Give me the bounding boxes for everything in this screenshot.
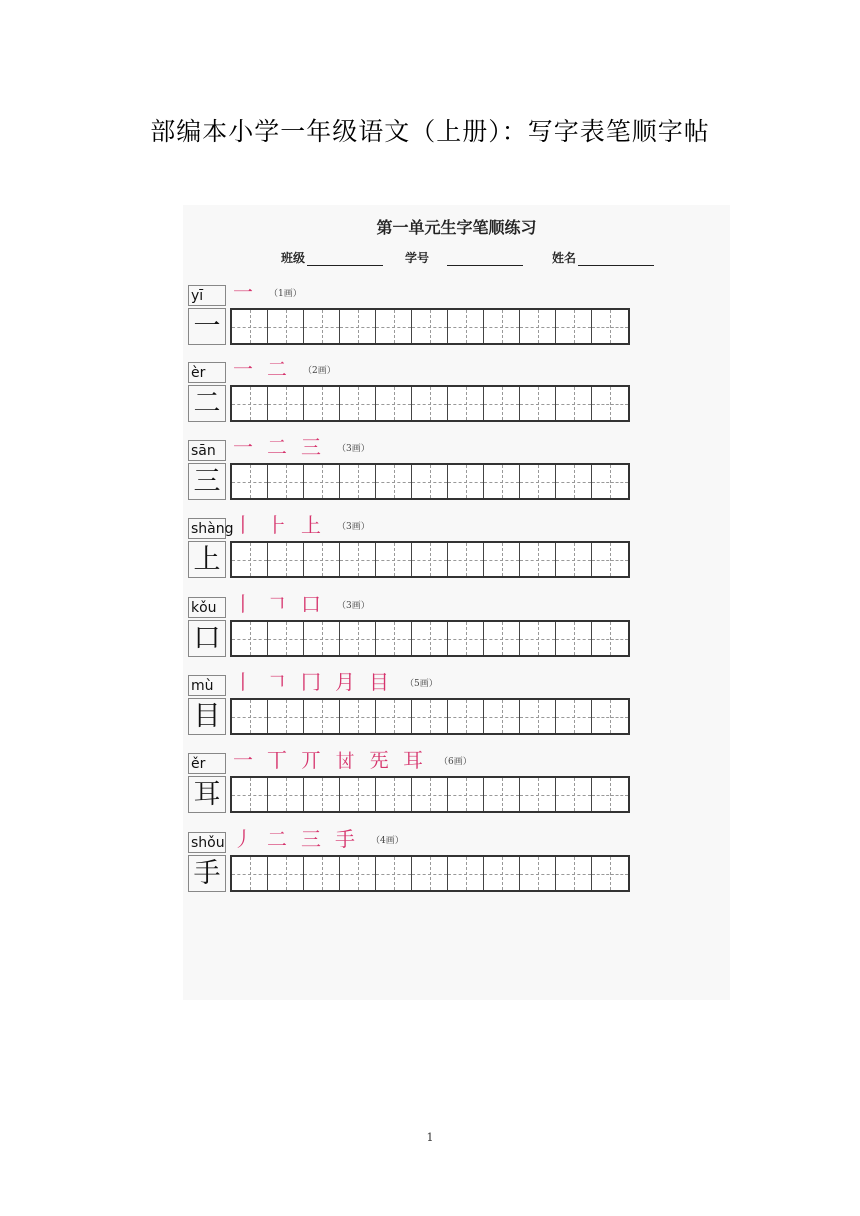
writing-cell[interactable] bbox=[484, 465, 520, 498]
stroke-step: 𠃍 bbox=[267, 670, 287, 694]
stroke-step: 二 bbox=[267, 357, 287, 381]
writing-cell[interactable] bbox=[484, 778, 520, 811]
writing-cell[interactable] bbox=[448, 857, 484, 890]
pinyin-box: kǒu bbox=[188, 597, 226, 618]
writing-cell[interactable] bbox=[268, 465, 304, 498]
writing-grid bbox=[230, 698, 630, 735]
writing-cell[interactable] bbox=[556, 310, 592, 343]
stroke-count: （3画） bbox=[337, 444, 370, 454]
character-box: 二 bbox=[188, 385, 226, 422]
stroke-order bbox=[233, 356, 336, 382]
writing-cell[interactable] bbox=[268, 310, 304, 343]
character-box: 上 bbox=[188, 541, 226, 578]
character-box: 目 bbox=[188, 698, 226, 735]
writing-cell[interactable] bbox=[412, 543, 448, 576]
writing-cell[interactable] bbox=[520, 700, 556, 733]
writing-cell[interactable] bbox=[484, 622, 520, 655]
writing-cell[interactable] bbox=[520, 622, 556, 655]
writing-cell[interactable] bbox=[556, 465, 592, 498]
class-blank[interactable] bbox=[307, 251, 383, 266]
practice-row bbox=[188, 748, 733, 819]
stroke-count: （6画） bbox=[439, 757, 472, 767]
writing-cell[interactable] bbox=[484, 700, 520, 733]
stroke-order bbox=[233, 279, 302, 305]
writing-cell[interactable] bbox=[232, 387, 268, 420]
writing-cell[interactable] bbox=[556, 700, 592, 733]
writing-grid bbox=[230, 385, 630, 422]
stroke-step: 月 bbox=[335, 670, 355, 694]
writing-cell[interactable] bbox=[268, 543, 304, 576]
stroke-step: 𠀡 bbox=[369, 748, 389, 772]
stroke-step: 丨 bbox=[233, 513, 253, 537]
pinyin-box: mù bbox=[188, 675, 226, 696]
writing-cell[interactable] bbox=[340, 310, 376, 343]
practice-row bbox=[188, 592, 733, 663]
stroke-step: 𠀠 bbox=[335, 749, 355, 773]
stroke-order bbox=[233, 669, 438, 695]
writing-cell[interactable] bbox=[232, 465, 268, 498]
name-field bbox=[552, 249, 654, 266]
stroke-step: 一 bbox=[233, 435, 253, 459]
class-field bbox=[281, 249, 383, 266]
writing-grid bbox=[230, 541, 630, 578]
character-box: 口 bbox=[188, 620, 226, 657]
stroke-count: （1画） bbox=[269, 289, 302, 299]
writing-cell[interactable] bbox=[304, 465, 340, 498]
writing-cell[interactable] bbox=[592, 387, 628, 420]
page-number: 1 bbox=[426, 1131, 434, 1144]
writing-cell[interactable] bbox=[520, 778, 556, 811]
stroke-order bbox=[233, 591, 370, 617]
worksheet-title: 第一单元生字笔顺练习 bbox=[376, 218, 537, 237]
student-no-blank[interactable] bbox=[447, 251, 523, 266]
writing-cell[interactable] bbox=[268, 778, 304, 811]
writing-cell[interactable] bbox=[556, 622, 592, 655]
writing-cell[interactable] bbox=[232, 622, 268, 655]
writing-cell[interactable] bbox=[412, 465, 448, 498]
pinyin-box: èr bbox=[188, 362, 226, 383]
writing-cell[interactable] bbox=[340, 700, 376, 733]
stroke-step: 丌 bbox=[301, 748, 321, 772]
pinyin-box: shǒu bbox=[188, 832, 226, 853]
writing-cell[interactable] bbox=[376, 543, 412, 576]
writing-cell[interactable] bbox=[412, 622, 448, 655]
stroke-step: 一 bbox=[233, 748, 253, 772]
stroke-count: （3画） bbox=[337, 601, 370, 611]
practice-row bbox=[188, 280, 733, 351]
stroke-count: （2画） bbox=[303, 366, 336, 376]
practice-row bbox=[188, 435, 733, 506]
writing-cell[interactable] bbox=[592, 622, 628, 655]
writing-cell[interactable] bbox=[592, 778, 628, 811]
writing-cell[interactable] bbox=[520, 310, 556, 343]
writing-cell[interactable] bbox=[412, 310, 448, 343]
writing-cell[interactable] bbox=[268, 700, 304, 733]
character-box: 耳 bbox=[188, 776, 226, 813]
writing-cell[interactable] bbox=[448, 622, 484, 655]
stroke-step: 耳 bbox=[403, 748, 423, 772]
writing-cell[interactable] bbox=[592, 857, 628, 890]
stroke-step: 丅 bbox=[267, 748, 287, 772]
student-no-label: 学号 bbox=[405, 251, 430, 265]
writing-cell[interactable] bbox=[268, 387, 304, 420]
practice-row bbox=[188, 513, 733, 584]
writing-cell[interactable] bbox=[376, 857, 412, 890]
writing-cell[interactable] bbox=[340, 778, 376, 811]
name-label: 姓名 bbox=[552, 251, 577, 265]
practice-row bbox=[188, 670, 733, 741]
writing-grid bbox=[230, 463, 630, 500]
writing-cell[interactable] bbox=[232, 310, 268, 343]
stroke-step: 一 bbox=[233, 357, 253, 381]
writing-cell[interactable] bbox=[520, 543, 556, 576]
stroke-step: 𠃍 bbox=[267, 592, 287, 616]
writing-cell[interactable] bbox=[448, 387, 484, 420]
stroke-count: （4画） bbox=[371, 836, 404, 846]
writing-cell[interactable] bbox=[448, 543, 484, 576]
student-no-field bbox=[405, 249, 523, 266]
pinyin-box: sān bbox=[188, 440, 226, 461]
writing-cell[interactable] bbox=[412, 700, 448, 733]
writing-cell[interactable] bbox=[412, 778, 448, 811]
stroke-order bbox=[233, 747, 472, 773]
writing-grid bbox=[230, 855, 630, 892]
stroke-step: 三 bbox=[301, 435, 321, 459]
writing-cell[interactable] bbox=[592, 700, 628, 733]
writing-cell[interactable] bbox=[376, 778, 412, 811]
character-box: 一 bbox=[188, 308, 226, 345]
writing-cell[interactable] bbox=[304, 310, 340, 343]
writing-cell[interactable] bbox=[376, 700, 412, 733]
writing-cell[interactable] bbox=[556, 857, 592, 890]
writing-cell[interactable] bbox=[592, 543, 628, 576]
stroke-step: 三 bbox=[301, 827, 321, 851]
class-label: 班级 bbox=[281, 251, 306, 265]
writing-grid bbox=[230, 776, 630, 813]
writing-cell[interactable] bbox=[304, 857, 340, 890]
writing-cell[interactable] bbox=[340, 622, 376, 655]
writing-cell[interactable] bbox=[448, 778, 484, 811]
worksheet bbox=[183, 205, 730, 1000]
stroke-count: （5画） bbox=[405, 679, 438, 689]
stroke-step: 口 bbox=[301, 592, 321, 616]
writing-cell[interactable] bbox=[232, 778, 268, 811]
writing-cell[interactable] bbox=[520, 857, 556, 890]
stroke-order bbox=[233, 512, 370, 538]
pinyin-box: shàng bbox=[188, 518, 226, 539]
stroke-step: 手 bbox=[335, 827, 355, 851]
practice-row bbox=[188, 357, 733, 428]
stroke-step: 上 bbox=[301, 513, 321, 537]
writing-cell[interactable] bbox=[304, 778, 340, 811]
writing-cell[interactable] bbox=[304, 387, 340, 420]
stroke-step: 二 bbox=[267, 435, 287, 459]
writing-cell[interactable] bbox=[520, 465, 556, 498]
practice-row bbox=[188, 827, 733, 898]
writing-cell[interactable] bbox=[556, 543, 592, 576]
writing-grid bbox=[230, 620, 630, 657]
pinyin-box: ěr bbox=[188, 753, 226, 774]
stroke-step: 丨 bbox=[233, 670, 253, 694]
writing-cell[interactable] bbox=[376, 310, 412, 343]
stroke-step: 丨 bbox=[233, 592, 253, 616]
writing-cell[interactable] bbox=[556, 778, 592, 811]
writing-cell[interactable] bbox=[340, 387, 376, 420]
character-box: 手 bbox=[188, 855, 226, 892]
document-title: 部编本小学一年级语文（上册）：写字表笔顺字帖 bbox=[150, 117, 710, 146]
writing-cell[interactable] bbox=[448, 700, 484, 733]
writing-cell[interactable] bbox=[592, 310, 628, 343]
stroke-step: 一 bbox=[233, 280, 253, 304]
writing-cell[interactable] bbox=[520, 387, 556, 420]
writing-cell[interactable] bbox=[376, 387, 412, 420]
stroke-step: 目 bbox=[369, 670, 389, 694]
writing-cell[interactable] bbox=[232, 857, 268, 890]
stroke-count: （3画） bbox=[337, 522, 370, 532]
character-box: 三 bbox=[188, 463, 226, 500]
writing-grid bbox=[230, 308, 630, 345]
writing-cell[interactable] bbox=[232, 543, 268, 576]
stroke-step: 冂 bbox=[301, 670, 321, 694]
writing-cell[interactable] bbox=[484, 387, 520, 420]
writing-cell[interactable] bbox=[448, 465, 484, 498]
stroke-order bbox=[233, 826, 404, 852]
writing-cell[interactable] bbox=[304, 543, 340, 576]
writing-cell[interactable] bbox=[304, 700, 340, 733]
writing-cell[interactable] bbox=[340, 465, 376, 498]
stroke-step: 二 bbox=[267, 827, 287, 851]
writing-cell[interactable] bbox=[556, 387, 592, 420]
writing-cell[interactable] bbox=[592, 465, 628, 498]
writing-cell[interactable] bbox=[340, 543, 376, 576]
writing-cell[interactable] bbox=[484, 543, 520, 576]
stroke-step: 丿 bbox=[233, 827, 253, 851]
writing-cell[interactable] bbox=[268, 857, 304, 890]
writing-cell[interactable] bbox=[484, 857, 520, 890]
pinyin-box: yī bbox=[188, 285, 226, 306]
writing-cell[interactable] bbox=[340, 857, 376, 890]
writing-cell[interactable] bbox=[484, 310, 520, 343]
stroke-step: ⺊ bbox=[267, 513, 287, 537]
stroke-order bbox=[233, 434, 370, 460]
writing-cell[interactable] bbox=[376, 465, 412, 498]
writing-cell[interactable] bbox=[232, 700, 268, 733]
name-blank[interactable] bbox=[578, 251, 654, 266]
writing-cell[interactable] bbox=[268, 622, 304, 655]
writing-cell[interactable] bbox=[376, 622, 412, 655]
writing-cell[interactable] bbox=[412, 857, 448, 890]
writing-cell[interactable] bbox=[412, 387, 448, 420]
writing-cell[interactable] bbox=[304, 622, 340, 655]
writing-cell[interactable] bbox=[448, 310, 484, 343]
